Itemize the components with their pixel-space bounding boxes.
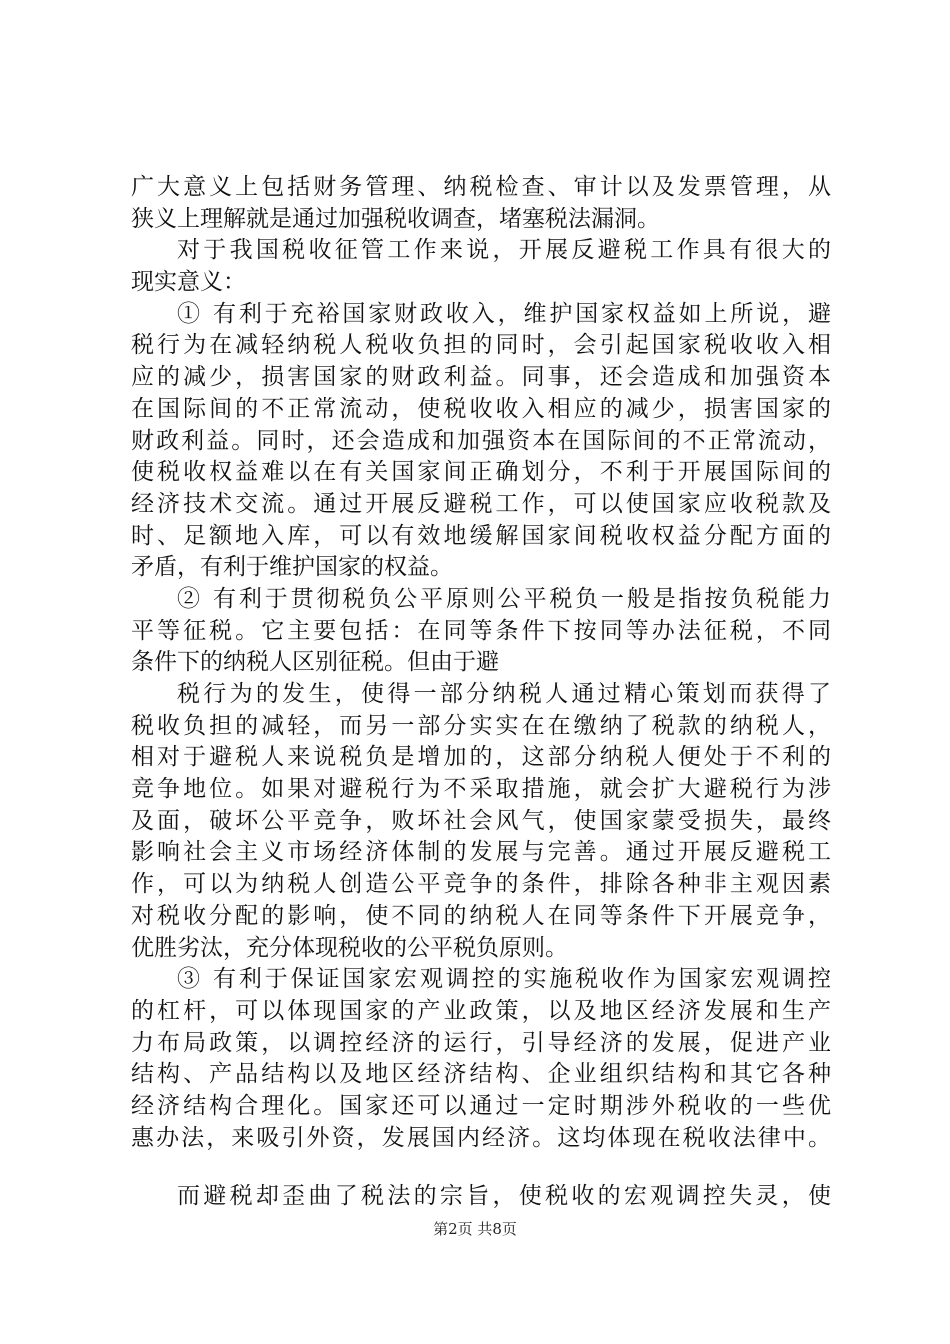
text-line: 经济结构合理化。国家还可以通过一定时期涉外税收的一些优 bbox=[131, 1092, 831, 1119]
text-line: 相对于避税人来说税负是增加的，这部分纳税人便处于不利的 bbox=[131, 744, 831, 771]
text-line: 广大意义上包括财务管理、纳税检查、审计以及发票管理，从 bbox=[131, 174, 831, 200]
text-line: 力布局政策，以调控经济的运行，引导经济的发展，促进产业 bbox=[131, 1029, 831, 1056]
text-line: 平等征税。它主要包括：在同等条件下按同等办法征税，不同 bbox=[131, 617, 831, 644]
text-line: 在国际间的不正常流动，使税收收入相应的减少，损害国家的 bbox=[131, 395, 831, 422]
text-line: ③ 有利于保证国家宏观调控的实施税收作为国家宏观调控 bbox=[177, 966, 831, 993]
text-line: 税行为的发生，使得一部分纳税人通过精心策划而获得了 bbox=[177, 681, 831, 707]
text-line: 经济技术交流。通过开展反避税工作，可以使国家应收税款及 bbox=[131, 490, 831, 517]
text-line: 税收负担的减轻，而另一部分实实在在缴纳了税款的纳税人， bbox=[131, 712, 831, 739]
text-line: 的杠杆，可以体现国家的产业政策，以及地区经济发展和生产 bbox=[131, 997, 831, 1024]
text-line: 财政利益。同时，还会造成和加强资本在国际间的不正常流动， bbox=[131, 427, 831, 454]
text-line: 狭义上理解就是通过加强税收调查，堵塞税法漏洞。 bbox=[131, 205, 660, 232]
text-line: 条件下的纳税人区别征税。但由于避 bbox=[131, 649, 499, 676]
text-line: 结构、产品结构以及地区经济结构、企业组织结构和其它各种 bbox=[131, 1061, 831, 1088]
document-body bbox=[131, 172, 831, 1213]
text-line: 对于我国税收征管工作来说，开展反避税工作具有很大的 bbox=[177, 237, 831, 264]
text-line: 优胜劣汰，充分体现税收的公平税负原则。 bbox=[131, 934, 568, 961]
text-line: 矛盾，有利于维护国家的权益。 bbox=[131, 554, 453, 581]
text-line: 对税收分配的影响，使不同的纳税人在同等条件下开展竞争， bbox=[131, 902, 831, 929]
text-line: 时、足额地入库，可以有效地缓解国家间税收权益分配方面的 bbox=[131, 522, 831, 549]
text-line: 使税收权益难以在有关国家间正确划分，不利于开展国际间的 bbox=[131, 459, 831, 486]
text-line: 惠办法，来吸引外资，发展国内经济。这均体现在税收法律中。 bbox=[131, 1124, 831, 1151]
text-line: 现实意义： bbox=[131, 269, 246, 296]
text-line: 作，可以为纳税人创造公平竞争的条件，排除各种非主观因素 bbox=[131, 871, 831, 898]
page-number-footer: 第2页 共8页 bbox=[433, 1220, 517, 1238]
text-line: ② 有利于贯彻税负公平原则公平税负一般是指按负税能力 bbox=[177, 585, 831, 612]
text-line: 而避税却歪曲了税法的宗旨，使税收的宏观调控失灵，使 bbox=[177, 1183, 831, 1210]
text-line: 竞争地位。如果对避税行为不采取措施，就会扩大避税行为涉 bbox=[131, 776, 831, 803]
text-line: ① 有利于充裕国家财政收入，维护国家权益如上所说，避 bbox=[177, 300, 831, 327]
text-line: 税行为在减轻纳税人税收负担的同时，会引起国家税收收入相 bbox=[131, 332, 831, 359]
text-line: 及面，破坏公平竞争，败坏社会风气，使国家蒙受损失，最终 bbox=[131, 807, 831, 834]
text-line: 应的减少，损害国家的财政利益。同事，还会造成和加强资本 bbox=[131, 364, 831, 391]
text-line: 影响社会主义市场经济体制的发展与完善。通过开展反避税工 bbox=[131, 839, 831, 866]
